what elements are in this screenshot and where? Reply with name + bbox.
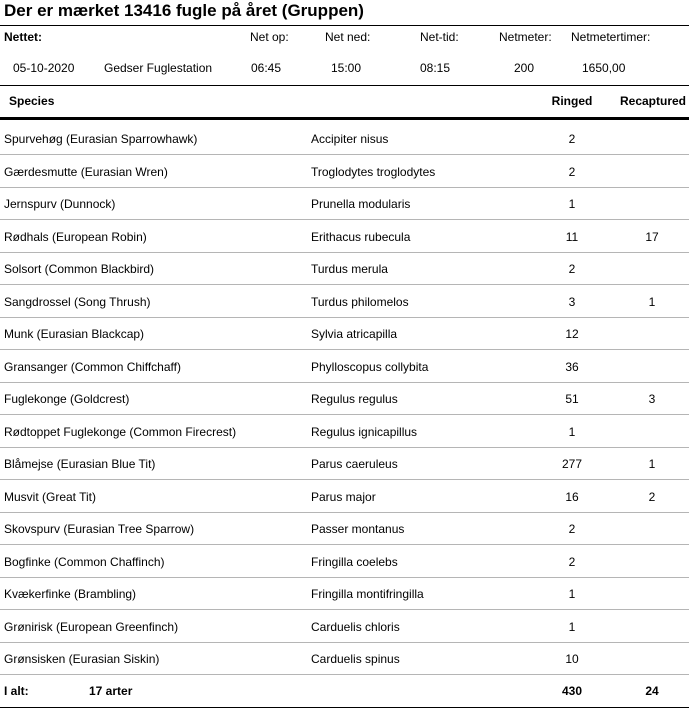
latin-name: Sylvia atricapilla <box>311 327 398 341</box>
title-divider <box>0 25 689 26</box>
species-name: Skovspurv (Eurasian Tree Sparrow) <box>4 522 195 536</box>
ringed-count: 2 <box>568 164 576 179</box>
species-column-header: Species <box>9 94 55 108</box>
totals-label: I alt: <box>4 684 29 698</box>
ringed-count: 3 <box>568 294 576 309</box>
ringed-count: 36 <box>565 359 579 374</box>
latin-name: Fringilla coelebs <box>311 554 398 569</box>
recaptured-count: 3 <box>648 392 656 406</box>
net-time-value: 08:15 <box>420 61 451 75</box>
table-row <box>0 122 689 155</box>
latin-name: Carduelis spinus <box>311 652 400 666</box>
net-meter-hours-header: Netmetertimer: <box>571 30 651 44</box>
net-date: 05-10-2020 <box>13 61 75 75</box>
ringed-count: 2 <box>568 262 576 276</box>
latin-name: Parus caeruleus <box>311 457 398 471</box>
ringed-count: 12 <box>565 327 579 341</box>
ringed-count: 2 <box>568 554 576 569</box>
table-row <box>0 155 689 188</box>
net-meters-value: 200 <box>514 61 535 75</box>
recaptured-column-header: Recaptured <box>619 94 687 108</box>
table-row <box>0 317 689 350</box>
latin-name: Turdus philomelos <box>311 294 409 309</box>
species-name: Bogfinke (Common Chaffinch) <box>4 554 165 569</box>
net-meters-header: Netmeter: <box>499 30 552 44</box>
latin-name: Turdus merula <box>311 262 388 276</box>
totals-recaptured: 24 <box>645 684 659 698</box>
recaptured-count: 1 <box>648 294 656 309</box>
species-name: Grønsisken (Eurasian Siskin) <box>4 652 160 666</box>
ringed-count: 2 <box>568 132 576 146</box>
species-name: Blåmejse (Eurasian Blue Tit) <box>4 457 156 471</box>
table-row <box>0 350 689 383</box>
ringed-count: 11 <box>565 229 579 244</box>
species-name: Sangdrossel (Song Thrush) <box>4 294 151 309</box>
latin-name: Accipiter nisus <box>311 132 389 146</box>
table-row <box>0 285 689 318</box>
species-name: Rødhals (European Robin) <box>4 229 147 244</box>
species-name: Rødtoppet Fuglekonge (Common Firecrest) <box>4 424 237 439</box>
report-title: Der er mærket 13416 fugle på året (Gruppen) <box>4 1 364 20</box>
species-name: Musvit (Great Tit) <box>4 489 97 504</box>
totals-row <box>0 676 689 706</box>
species-name: Gærdesmutte (Eurasian Wren) <box>4 164 168 179</box>
recaptured-count: 1 <box>648 457 656 471</box>
net-station: Gedser Fuglestation <box>104 61 213 75</box>
species-name: Kvækerfinke (Brambling) <box>4 587 137 601</box>
ringed-count: 51 <box>565 392 579 406</box>
latin-name: Regulus regulus <box>311 392 398 406</box>
species-name: Solsort (Common Blackbird) <box>4 262 155 276</box>
species-name: Spurvehøg (Eurasian Sparrowhawk) <box>4 132 198 146</box>
net-label: Nettet: <box>4 30 42 44</box>
net-meter-hours-value: 1650,00 <box>582 61 626 75</box>
table-row <box>0 382 689 415</box>
ringed-count: 16 <box>565 489 579 504</box>
latin-name: Parus major <box>311 489 376 504</box>
latin-name: Phylloscopus collybita <box>311 359 429 374</box>
species-name: Fuglekonge (Goldcrest) <box>4 392 130 406</box>
recaptured-count: 17 <box>645 229 659 244</box>
table-row <box>0 512 689 545</box>
table-row <box>0 642 689 675</box>
species-name: Jernspurv (Dunnock) <box>4 197 116 211</box>
net-time-header: Net-tid: <box>420 30 459 44</box>
totals-ringed: 430 <box>561 684 583 698</box>
species-name: Gransanger (Common Chiffchaff) <box>4 359 181 374</box>
totals-species-count: 17 arter <box>89 684 133 698</box>
table-row <box>0 447 689 480</box>
latin-name: Troglodytes troglodytes <box>311 164 436 179</box>
species-name: Munk (Eurasian Blackcap) <box>4 327 145 341</box>
table-row <box>0 415 689 448</box>
table-row <box>0 480 689 513</box>
header-divider <box>0 117 689 120</box>
ringed-count: 1 <box>568 619 576 634</box>
net-down-value: 15:00 <box>331 61 362 75</box>
latin-name: Carduelis chloris <box>311 619 400 634</box>
table-row <box>0 252 689 285</box>
ringed-count: 2 <box>568 522 576 536</box>
ringed-count: 10 <box>565 652 579 666</box>
latin-name: Prunella modularis <box>311 197 411 211</box>
latin-name: Fringilla montifringilla <box>311 587 424 601</box>
ringed-column-header: Ringed <box>551 94 593 108</box>
ringed-count: 1 <box>568 587 576 601</box>
totals-divider <box>0 707 689 708</box>
recaptured-count: 2 <box>648 489 656 504</box>
species-name: Grønirisk (European Greenfinch) <box>4 619 179 634</box>
net-divider <box>0 85 689 86</box>
net-down-header: Net ned: <box>325 30 371 44</box>
net-up-value: 06:45 <box>251 61 282 75</box>
table-row <box>0 220 689 253</box>
table-row <box>0 610 689 643</box>
ringed-count: 277 <box>561 457 583 471</box>
table-row <box>0 545 689 578</box>
table-row <box>0 187 689 220</box>
ringed-count: 1 <box>568 197 576 211</box>
latin-name: Regulus ignicapillus <box>311 424 418 439</box>
latin-name: Erithacus rubecula <box>311 229 411 244</box>
table-row <box>0 577 689 610</box>
net-up-header: Net op: <box>250 30 289 44</box>
ringed-count: 1 <box>568 424 576 439</box>
latin-name: Passer montanus <box>311 522 405 536</box>
